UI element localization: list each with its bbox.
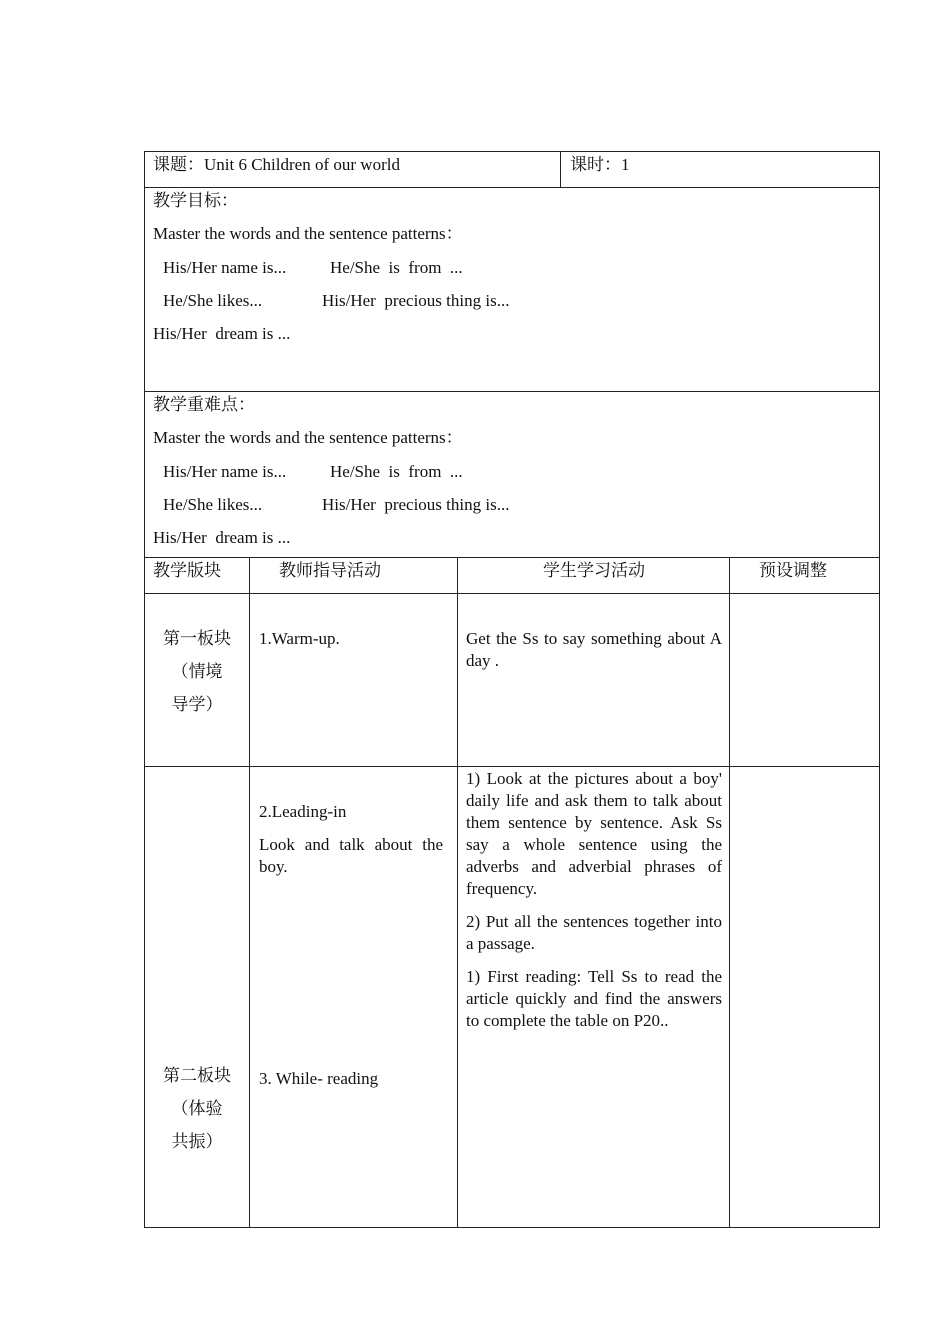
table-border xyxy=(560,151,561,188)
module1-name: 导学） xyxy=(171,695,223,714)
column-header-student: 学生学习活动 xyxy=(543,561,645,580)
table-border xyxy=(144,1227,880,1228)
table-border xyxy=(879,151,880,1228)
objectives-pattern: His/Her dream is ... xyxy=(153,324,291,343)
column-header-adjust: 预设调整 xyxy=(759,561,827,580)
key-points-pattern: His/Her name is... xyxy=(163,462,287,481)
key-points-pattern: He/She likes... xyxy=(163,495,263,514)
objectives-pattern: His/Her precious thing is... xyxy=(322,291,510,310)
key-points-pattern: He/She is from ... xyxy=(330,462,463,481)
module1-name: （情境 xyxy=(171,662,223,681)
objectives-intro: Master the words and the sentence patterns： xyxy=(153,224,463,243)
table-border xyxy=(144,593,880,594)
module2-leading-in-title: 2.Leading-in xyxy=(259,802,347,821)
key-points-intro: Master the words and the sentence patterns： xyxy=(153,428,463,447)
module2-student-step: 1) First reading: Tell Ss to read the article quickly and find the answers to complete the table on P20.. xyxy=(466,967,722,1030)
column-header-module: 教学版块 xyxy=(153,561,221,580)
objectives-pattern: His/Her name is... xyxy=(163,258,287,277)
module1-student-activity: Get the Ss to say something about A day . xyxy=(466,629,722,670)
module2-name: 共振） xyxy=(171,1132,223,1151)
table-border xyxy=(144,151,880,152)
module2-name: （体验 xyxy=(171,1099,223,1118)
table-border xyxy=(144,187,880,188)
module2-while-reading: 3. While- reading xyxy=(259,1069,379,1088)
table-border xyxy=(144,151,145,1228)
module2-student-step: 2) Put all the sentences together into a passage. xyxy=(466,912,722,953)
lesson-topic: 课题：Unit 6 Children of our world xyxy=(153,155,400,174)
table-border xyxy=(729,557,730,1228)
table-border xyxy=(249,557,250,1228)
key-points-pattern: His/Her dream is ... xyxy=(153,528,291,547)
column-header-teacher: 教师指导活动 xyxy=(279,561,381,580)
module2-leading-in-text: Look and talk about the boy. xyxy=(259,835,443,876)
module1-teacher-activity: 1.Warm-up. xyxy=(259,629,340,648)
objectives-pattern: He/She likes... xyxy=(163,291,263,310)
table-border xyxy=(457,557,458,1228)
table-border xyxy=(144,391,880,392)
table-border xyxy=(144,557,880,558)
lesson-periods: 课时：1 xyxy=(570,155,630,174)
key-points-heading: 教学重难点： xyxy=(153,395,255,414)
table-border xyxy=(144,766,880,767)
objectives-pattern: He/She is from ... xyxy=(330,258,463,277)
objectives-heading: 教学目标： xyxy=(153,191,238,210)
module1-name: 第一板块 xyxy=(163,629,231,648)
module2-name: 第二板块 xyxy=(163,1066,231,1085)
key-points-pattern: His/Her precious thing is... xyxy=(322,495,510,514)
module2-student-step: 1) Look at the pictures about a boy' daily life and ask them to talk about them sentence by sentence. Ask Ss say a whole sentence using the adverbs and adverbial phrases of frequency. xyxy=(466,769,722,898)
